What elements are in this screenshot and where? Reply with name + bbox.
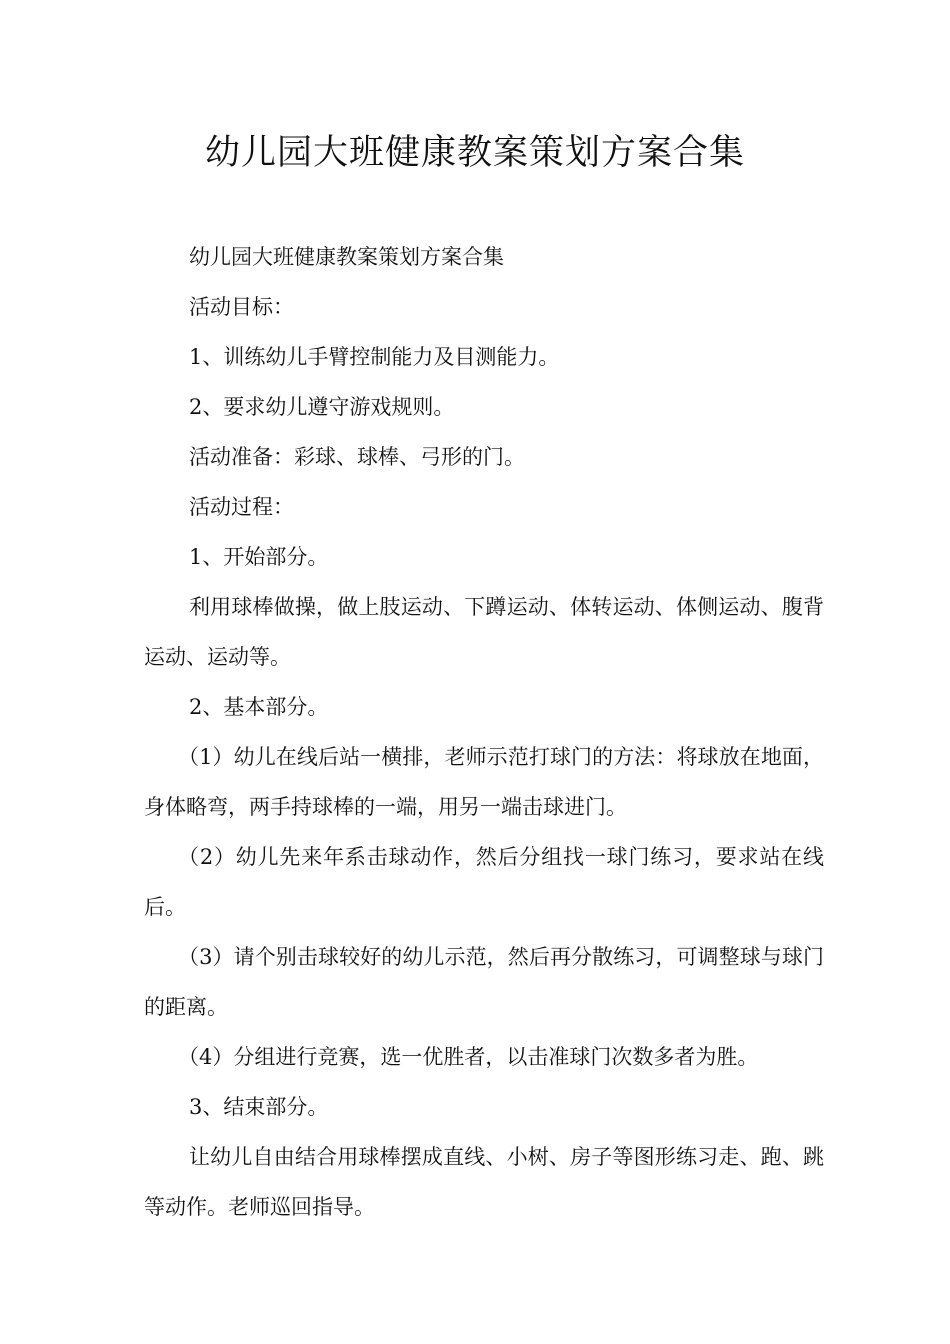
paragraph-basic-section: 2、基本部分。 [189, 695, 329, 719]
paragraph-preparation: 活动准备：彩球、球棒、弓形的门。 [189, 445, 525, 469]
paragraph-warmup: 利用球棒做操，做上肢运动、下蹲运动、体转运动、体侧运动、腹背运动、运动等。 [144, 595, 824, 669]
paragraph-step-3: （3）请个别击球较好的幼儿示范，然后再分散练习，可调整球与球门的距离。 [144, 945, 824, 1019]
paragraph-closing: 让幼儿自由结合用球棒摆成直线、小树、房子等图形练习走、跑、跳等动作。老师巡回指导。 [144, 1145, 824, 1219]
paragraph-goals-label: 活动目标： [189, 295, 294, 319]
paragraph-heading: 幼儿园大班健康教案策划方案合集 [189, 245, 504, 269]
paragraph-step-4: （4）分组进行竞赛，选一优胜者，以击准球门次数多者为胜。 [178, 1045, 759, 1069]
paragraph-process-label: 活动过程： [189, 495, 294, 519]
paragraph-step-1: （1）幼儿在线后站一横排，老师示范打球门的方法：将球放在地面，身体略弯，两手持球棒的一端，用另一端击球进门。 [144, 745, 824, 819]
paragraph-goal-2: 2、要求幼儿遵守游戏规则。 [189, 395, 455, 419]
paragraph-start-section: 1、开始部分。 [189, 545, 329, 569]
paragraph-step-2: （2）幼儿先来年系击球动作，然后分组找一球门练习，要求站在线后。 [144, 845, 824, 919]
document-body [144, 232, 824, 1232]
document-title: 幼儿园大班健康教案策划方案合集 [204, 133, 745, 173]
paragraph-goal-1: 1、训练幼儿手臂控制能力及目测能力。 [189, 345, 560, 369]
paragraph-end-section: 3、结束部分。 [189, 1095, 329, 1119]
